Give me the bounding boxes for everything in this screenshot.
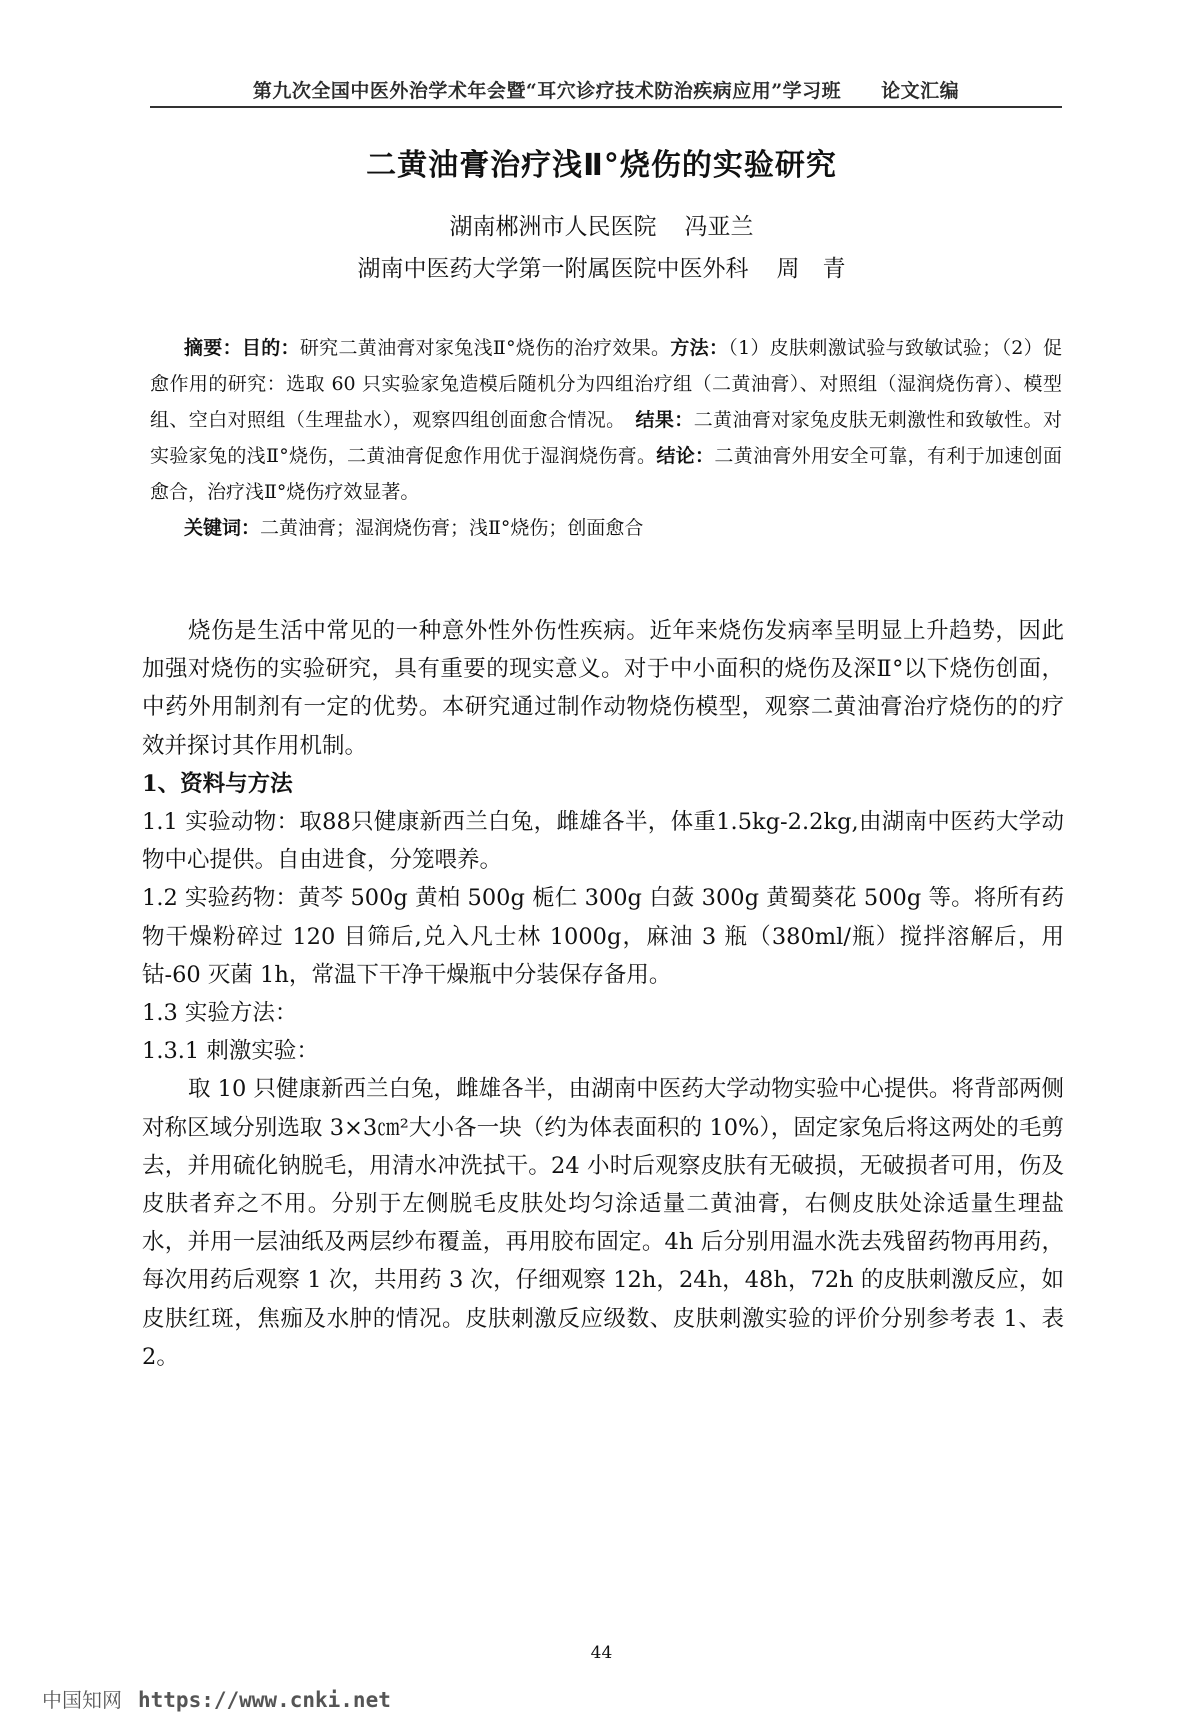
methods-text: （1）皮肤刺激试验与致敏试验；（2）促愈作用的研究：选取 60 只实验家兔造模后随机分为四组治疗组（二黄油膏）、对照组（湿润烧伤膏）、模型组、空白对照组（生理盐水），观察四组创面愈合情况。 [150,337,1062,431]
body-text [142,612,1064,1376]
subsection-1-2: 1.2 实验药物：黄芩 500g 黄柏 500g 栀仁 300g 白蔹 300g 黄蜀葵花 500g 等。将所有药物干燥粉碎过 120 目筛后,兑入凡士林 1000g，麻油 3 瓶（380ml/瓶）搅拌溶解后，用钴-60 灭菌 1h，常温下干净干燥瓶中分装保存备用。 [142,885,1064,988]
methods-label: 方法： [670,337,729,359]
abstract-paragraph [150,330,1062,510]
intro-paragraph: 烧伤是生活中常见的一种意外性外伤性疾病。近年来烧伤发病率呈明显上升趋势，因此加强对烧伤的实验研究，具有重要的现实意义。对于中小面积的烧伤及深Ⅱ°以下烧伤创面，中药外用制剂有一定的优势。本研究通过制作动物烧伤模型，观察二黄油膏治疗烧伤的的疗效并探讨其作用机制。 [142,618,1064,759]
abstract-label: 摘要： [184,337,242,359]
author-line-2 [0,250,1203,283]
objective-text: 研究二黄油膏对家兔浅Ⅱ°烧伤的治疗效果。 [299,337,671,359]
section-heading: 1、资料与方法 [142,770,293,797]
cnki-logo-text: 中国知网 [42,1688,122,1712]
author-line-1 [0,208,1203,241]
paper-title: 二黄油膏治疗浅Ⅱ°烧伤的实验研究 [366,148,837,183]
footer-watermark [42,1684,391,1713]
page-number: 44 [590,1643,613,1663]
subsection-1-3-1: 1.3.1 刺激实验： [142,1038,319,1065]
abstract-block [150,330,1062,546]
irritation-paragraph: 取 10 只健康新西兰白兔，雌雄各半，由湖南中医药大学动物实验中心提供。将背部两侧对称区域分别选取 3×3㎝²大小各一块（约为体表面积的 10%），固定家兔后将这两处的毛剪去，并用硫化钠脱毛，用清水冲洗拭干。24 小时后观察皮肤有无破损，无破损者可用，伤及皮肤者弃之不用。分别于左侧脱毛皮肤处均匀涂适量二黄油膏，右侧皮肤处涂适量生理盐水，并用一层油纸及两层纱布覆盖，再用胶布固定。4h 后分别用温水洗去残留药物再用药，每次用药后观察 1 次，共用药 3 次，仔细观察 12h，24h，48h，72h 的皮肤刺激反应，如皮肤红斑，焦痂及水肿的情况。皮肤刺激反应级数、皮肤刺激实验的评价分别参考表 1、表 2。 [142,1076,1064,1370]
header-volume: 论文汇编 [881,80,960,102]
results-text: 二黄油膏对家兔皮肤无刺激性和致敏性。对实验家兔的浅Ⅱ°烧伤，二黄油膏促愈作用优于湿润烧伤膏。 [150,409,1062,467]
author-name: 冯亚兰 [684,214,754,240]
conclusion-text: 二黄油膏外用安全可靠，有利于加速创面愈合，治疗浅Ⅱ°烧伤疗效显著。 [150,445,1062,503]
author-affiliation: 湖南中医药大学第一附属医院中医外科 [357,256,749,282]
author-name: 周 青 [776,256,846,282]
conclusion-label: 结论： [656,445,715,467]
keywords-line [150,510,1062,546]
objective-label: 目的： [241,337,300,359]
results-label: 结果： [635,409,694,431]
subsection-1-3: 1.3 实验方法： [142,1000,298,1027]
subsection-1-1: 1.1 实验动物：取88只健康新西兰白兔，雌雄各半，体重1.5kg-2.2kg,由湖南中医药大学动物中心提供。自由进食，分笼喂养。 [142,809,1064,874]
cnki-url-link[interactable]: https://www.cnki.net [138,1688,391,1712]
running-header [150,76,1062,103]
keywords-label: 关键词： [184,517,261,539]
header-conference: 第九次全国中医外治学术年会暨“耳穴诊疗技术防治疾病应用”学习班 [252,80,842,102]
header-rule [150,106,1062,108]
keywords-text: 二黄油膏；湿润烧伤膏；浅Ⅱ°烧伤；创面愈合 [260,517,644,539]
author-affiliation: 湖南郴洲市人民医院 [449,214,657,240]
